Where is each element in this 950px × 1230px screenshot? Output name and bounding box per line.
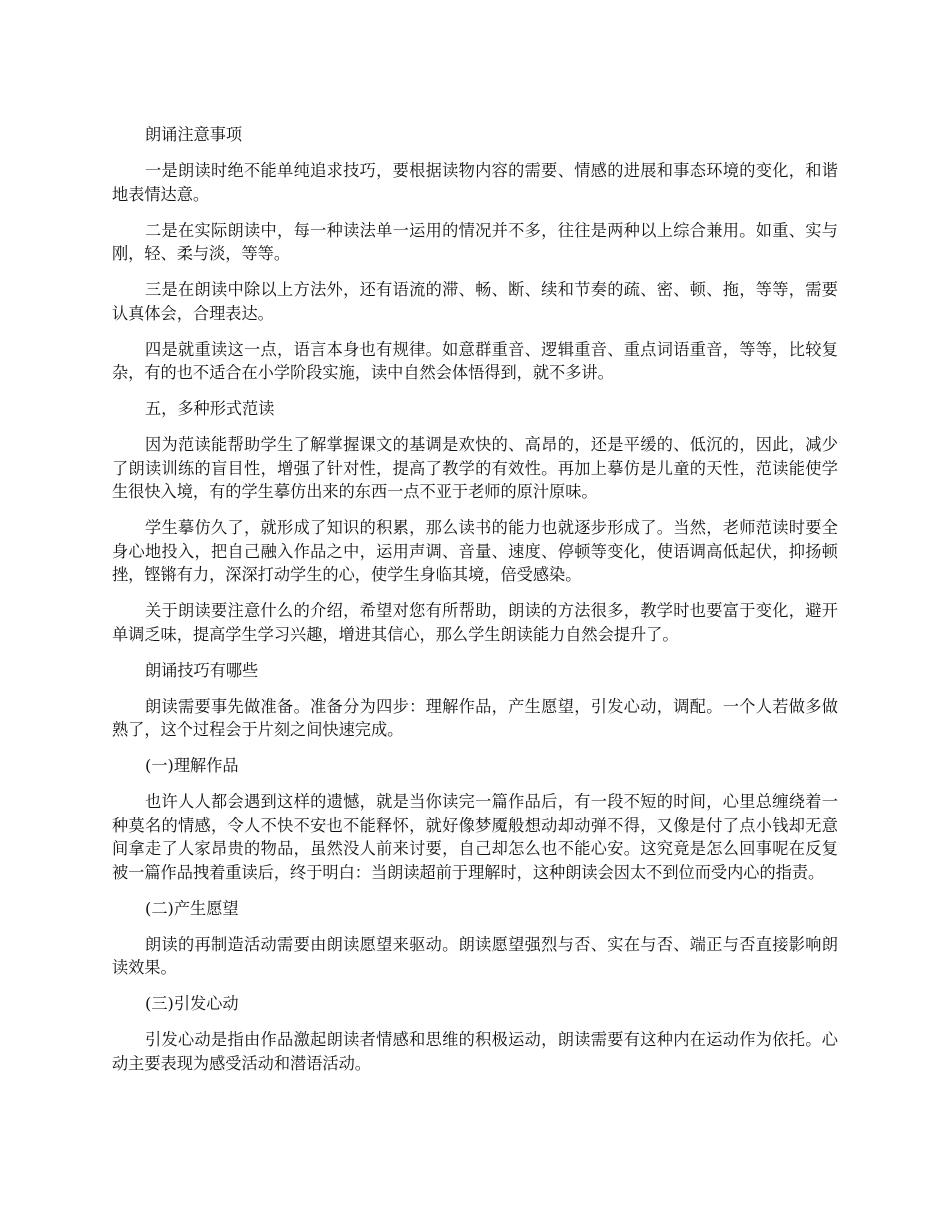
section-heading: 朗诵技巧有哪些 xyxy=(145,660,259,680)
paragraph: 朗读的再制造活动需要由朗读愿望来驱动。朗读愿望强烈与否、实在与否、端正与否直接影响朗读效果。 xyxy=(112,934,838,977)
document-body xyxy=(112,123,838,1088)
paragraph: 关于朗读要注意什么的介绍，希望对您有所帮助，朗读的方法很多，教学时也要富于变化，避开单调乏味，提高学生学习兴趣，增进其信心，那么学生朗读能力自然会提升了。 xyxy=(112,601,838,644)
section-heading: (三)引发心动 xyxy=(145,994,239,1013)
paragraph: 一是朗读时绝不能单纯追求技巧，要根据读物内容的需要、情感的进展和事态环境的变化，和谐地表情达意。 xyxy=(112,161,838,204)
paragraph: 因为范读能帮助学生了解掌握课文的基调是欢快的、高昂的，还是平缓的、低沉的，因此，减少了朗读训练的盲目性，增强了针对性，提高了教学的有效性。再加上摹仿是儿童的天性，范读能使学生很快入境，有的学生摹仿出来的东西一点不亚于老师的原汁原味。 xyxy=(112,435,838,501)
paragraph: 二是在实际朗读中，每一种读法单一运用的情况并不多，往往是两种以上综合兼用。如重、实与刚，轻、柔与淡，等等。 xyxy=(112,220,838,263)
paragraph: 四是就重读这一点，语言本身也有规律。如意群重音、逻辑重音、重点词语重音，等等，比较复杂，有的也不适合在小学阶段实施，读中自然会体悟得到，就不多讲。 xyxy=(112,339,838,382)
section-heading: 五，多种形式范读 xyxy=(145,399,275,418)
paragraph: 三是在朗读中除以上方法外，还有语流的滞、畅、断、续和节奏的疏、密、顿、拖，等等，需要认真体会，合理表达。 xyxy=(112,280,838,323)
paragraph: 学生摹仿久了，就形成了知识的积累，那么读书的能力也就逐步形成了。当然，老师范读时要全身心地投入，把自己融入作品之中，运用声调、音量、速度、停顿等变化，使语调高低起伏，抑扬顿挫，铿锵有力，深深打动学生的心，使学生身临其境，倍受感染。 xyxy=(112,518,838,584)
section-heading: (一)理解作品 xyxy=(145,756,239,775)
paragraph: 朗读需要事先做准备。准备分为四步：理解作品，产生愿望，引发心动，调配。一个人若做多做熟了，这个过程会于片刻之间快速完成。 xyxy=(112,696,838,739)
section-heading: 朗诵注意事项 xyxy=(145,125,243,144)
paragraph: 也许人人都会遇到这样的遗憾，就是当你读完一篇作品后，有一段不短的时间，心里总缠绕着一种莫名的情感，令人不快不安也不能释怀，就好像梦魇般想动却动弹不得，又像是付了点小钱却无意间拿走了人家昂贵的物品，虽然没人前来讨要，自己却怎么也不能心安。这究竟是怎么回事呢在反复被一篇作品拽着重读后，终于明白：当朗读超前于理解时，这种朗读会因太不到位而受内心的指责。 xyxy=(112,792,838,882)
paragraph: 引发心动是指由作品激起朗读者情感和思维的积极运动，朗读需要有这种内在运动作为依托。心动主要表现为感受活动和潜语活动。 xyxy=(112,1030,838,1073)
section-heading: (二)产生愿望 xyxy=(145,898,239,918)
